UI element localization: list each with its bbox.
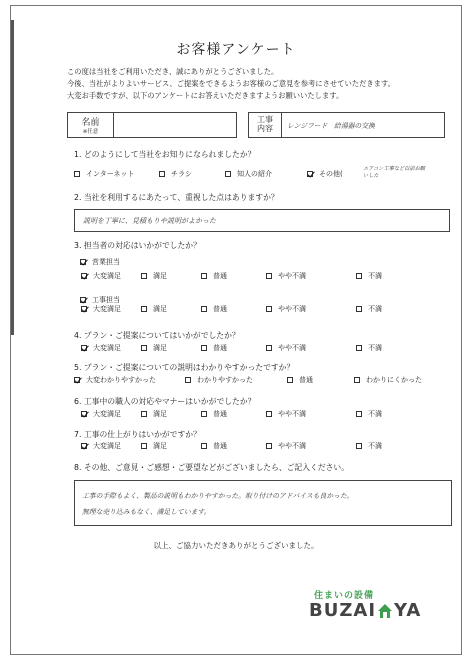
checkbox[interactable] xyxy=(356,411,362,417)
scale-option[interactable] xyxy=(356,441,382,451)
checkbox[interactable] xyxy=(141,411,147,417)
scale-option[interactable] xyxy=(354,375,422,385)
checkbox[interactable] xyxy=(287,377,293,383)
option-label: 普通 xyxy=(299,376,313,384)
house-icon xyxy=(377,603,393,619)
option-label: やや不満 xyxy=(278,305,306,313)
option-label: やや不満 xyxy=(278,442,306,450)
scale-option[interactable] xyxy=(141,304,167,314)
option-label: インターネット xyxy=(86,170,135,178)
work-label: 工事 内容 xyxy=(257,115,273,133)
q1-option-internet[interactable] xyxy=(74,169,134,179)
option-label: チラシ xyxy=(171,170,192,178)
option-label: 普通 xyxy=(213,344,227,352)
sub-label: 工事担当 xyxy=(92,296,120,304)
scale-option[interactable] xyxy=(266,409,306,419)
scale-option[interactable] xyxy=(141,409,167,419)
scale-option[interactable] xyxy=(81,271,121,281)
checkbox[interactable] xyxy=(141,306,147,312)
q8-answer-box[interactable] xyxy=(74,480,452,526)
option-label: 普通 xyxy=(213,410,227,418)
checkbox[interactable] xyxy=(159,171,165,177)
option-label: 普通 xyxy=(213,442,227,450)
scale-option[interactable] xyxy=(141,343,167,353)
name-label-cell xyxy=(68,113,114,137)
page-title: お客様アンケート xyxy=(176,42,296,58)
option-label: 大変満足 xyxy=(93,344,121,352)
scale-option[interactable] xyxy=(266,343,306,353)
option-label: その他 xyxy=(319,170,340,178)
scale-option[interactable] xyxy=(201,304,227,314)
scale-option[interactable] xyxy=(201,343,227,353)
option-label: 不満 xyxy=(368,410,382,418)
sub-label: 営業担当 xyxy=(92,258,120,266)
q8-answer-line1: 工事の手際もよく、製品の説明もわかりやすかった。取り付けのアドバイスも良かった。 xyxy=(82,492,354,500)
checkbox[interactable] xyxy=(356,345,362,351)
scale-option[interactable] xyxy=(356,271,382,281)
q1-other-value: エアコン工事など以前お願いした xyxy=(363,166,425,179)
checkbox[interactable] xyxy=(356,306,362,312)
checkbox[interactable] xyxy=(74,171,80,177)
q8-answer-line2: 無理な売り込みもなく、満足しています。 xyxy=(82,508,211,516)
option-label: 大変満足 xyxy=(93,442,121,450)
option-label: 普通 xyxy=(213,305,227,313)
scale-option[interactable] xyxy=(81,343,121,353)
checkbox[interactable] xyxy=(201,443,207,449)
q4-text: 4. プラン・ご提案についてはいかがでしたか？ xyxy=(74,331,240,340)
checkbox[interactable] xyxy=(141,345,147,351)
work-content-field[interactable] xyxy=(248,112,445,138)
scale-option[interactable] xyxy=(356,409,382,419)
scale-option[interactable] xyxy=(201,409,227,419)
scale-option[interactable] xyxy=(266,271,306,281)
scale-option[interactable] xyxy=(356,343,382,353)
name-note: ※任意 xyxy=(82,129,99,135)
option-label: 満足 xyxy=(153,442,167,450)
checkbox[interactable] xyxy=(81,411,87,417)
scale-option[interactable] xyxy=(185,375,253,385)
checkbox[interactable] xyxy=(266,443,272,449)
option-label: やや不満 xyxy=(278,344,306,352)
q3-sub-sales xyxy=(80,257,120,267)
q1-option-other[interactable] xyxy=(307,169,343,179)
logo-name-right: YA xyxy=(394,600,422,621)
checkbox[interactable] xyxy=(80,259,86,265)
checkbox[interactable] xyxy=(266,411,272,417)
name-field[interactable] xyxy=(67,112,237,138)
checkbox[interactable] xyxy=(185,377,191,383)
checkbox[interactable] xyxy=(74,377,80,383)
option-label: 満足 xyxy=(153,410,167,418)
q1-text: 1. どのようにして当社をお知りになられましたか？ xyxy=(74,150,256,159)
q8-text: 8. その他、ご意見・ご感想・ご要望などがございましたら、ご記入ください。 xyxy=(74,463,350,472)
option-label: 不満 xyxy=(368,272,382,280)
name-label: 名前 xyxy=(81,118,100,128)
left-border-shadow xyxy=(11,20,14,335)
scale-option[interactable] xyxy=(81,409,121,419)
q2-answer: 説明を丁寧に、見積もりや説明がよかった xyxy=(83,217,216,225)
checkbox[interactable] xyxy=(266,306,272,312)
option-label: 満足 xyxy=(153,305,167,313)
scale-option[interactable] xyxy=(356,304,382,314)
scale-option[interactable] xyxy=(81,304,121,314)
checkbox[interactable] xyxy=(266,273,272,279)
scale-option[interactable] xyxy=(266,304,306,314)
option-label: わかりやすかった xyxy=(197,376,253,384)
q3-text: 3. 担当者の対応はいかがでしたか？ xyxy=(74,241,201,250)
scale-option[interactable] xyxy=(201,271,227,281)
scale-option[interactable] xyxy=(287,375,313,385)
option-label: 知人の紹介 xyxy=(237,170,272,178)
option-label: 大変満足 xyxy=(93,272,121,280)
work-value: レンジフード 給湯器の交換 xyxy=(287,122,375,130)
checkbox[interactable] xyxy=(141,443,147,449)
checkbox[interactable] xyxy=(201,273,207,279)
checkbox[interactable] xyxy=(201,345,207,351)
checkbox[interactable] xyxy=(141,273,147,279)
option-label: やや不満 xyxy=(278,410,306,418)
logo-name-left: BUZAI xyxy=(309,600,377,621)
checkbox[interactable] xyxy=(307,171,313,177)
option-label: 不満 xyxy=(368,305,382,313)
option-label: わかりにくかった xyxy=(366,376,422,384)
scale-option[interactable] xyxy=(81,441,121,451)
option-label: 不満 xyxy=(368,344,382,352)
checkbox[interactable] xyxy=(225,171,231,177)
q2-answer-box[interactable] xyxy=(74,209,450,232)
checkbox[interactable] xyxy=(356,443,362,449)
survey-sheet xyxy=(10,5,462,655)
option-label: 普通 xyxy=(213,272,227,280)
work-label-cell xyxy=(249,113,282,137)
scale-option[interactable] xyxy=(201,441,227,451)
thank-you-footer: 以上、ご協力いただきありがとうございました。 xyxy=(153,541,319,550)
option-label: 大変満足 xyxy=(93,305,121,313)
checkbox[interactable] xyxy=(81,345,87,351)
scale-option[interactable] xyxy=(74,375,156,385)
q6-text: 6. 工事中の職人の対応やマナーはいかがでしたか？ xyxy=(74,397,256,406)
q1-option-flyer[interactable] xyxy=(159,169,192,179)
checkbox[interactable] xyxy=(354,377,360,383)
scale-option[interactable] xyxy=(141,271,167,281)
checkbox[interactable] xyxy=(80,297,86,303)
checkbox[interactable] xyxy=(81,306,87,312)
logo-tagline: 住まいの設備 xyxy=(314,591,375,601)
checkbox[interactable] xyxy=(356,273,362,279)
checkbox[interactable] xyxy=(201,411,207,417)
option-label: 満足 xyxy=(153,272,167,280)
option-label: 大変わかりやすかった xyxy=(86,376,156,384)
checkbox[interactable] xyxy=(266,345,272,351)
q1-option-referral[interactable] xyxy=(225,169,272,179)
option-label: やや不満 xyxy=(278,272,306,280)
company-logo xyxy=(309,600,421,621)
checkbox[interactable] xyxy=(201,306,207,312)
option-label: 大変満足 xyxy=(93,410,121,418)
q2-text: 2. 当社を利用するにあたって、重視した点はありますか？ xyxy=(74,193,279,202)
intro-text: この度は当社をご利用いただき、誠にありがとうございました。 今後、当社がよりよいサービス、ご提案をできるようお客様のご意見を参考にさせていただきます。 大変お手数ですが、以下のアンケートにお答えいただきますようお願いいたします。 xyxy=(67,67,395,100)
q5-text: 5. プラン・ご提案についての説明はわかりやすかったですか？ xyxy=(74,363,295,372)
checkbox[interactable] xyxy=(81,443,87,449)
scale-option[interactable] xyxy=(266,441,306,451)
checkbox[interactable] xyxy=(81,273,87,279)
other-open-paren: ( xyxy=(340,170,343,178)
option-label: 不満 xyxy=(368,442,382,450)
q7-text: 7. 工事の仕上がりはいかがですか？ xyxy=(74,430,201,439)
option-label: 満足 xyxy=(153,344,167,352)
scale-option[interactable] xyxy=(141,441,167,451)
